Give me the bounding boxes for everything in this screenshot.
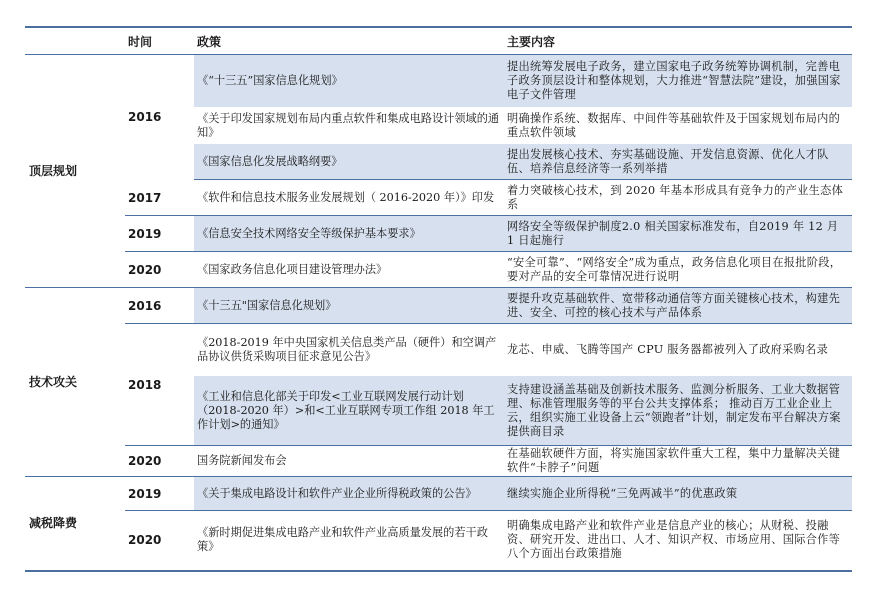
category-cell: 顶层规划 — [25, 55, 125, 288]
year-cell: 2020 — [125, 511, 194, 571]
policy-cell: 《关于印发国家规划布局内重点软件和集成电路设计领域的通知》 — [194, 108, 504, 144]
year-cell: 2016 — [125, 55, 194, 180]
table-row — [25, 216, 852, 252]
table-row — [25, 55, 852, 108]
policy-cell: 《工业和信息化部关于印发<工业互联网发展行动计划（2018-2020 年）>和<工业互联网专项工作组 2018 年工作计划>的通知》 — [194, 376, 504, 446]
policy-cell: 国务院新闻发布会 — [194, 446, 504, 477]
year-cell: 2020 — [125, 446, 194, 477]
policy-cell: 《关于集成电路设计和软件产业企业所得税政策的公告》 — [194, 477, 504, 511]
table-row — [25, 324, 852, 376]
table-row — [25, 446, 852, 477]
content-cell: 支持建设涵盖基础及创新技术服务、监测分析服务、工业大数据管理、标准管理服务等的平台公共支撑体系； 推动百万工业企业上云，组织实施工业设备上云“领跑者”计划，制定发布平台解决方案提供商目录 — [504, 376, 852, 446]
content-cell: 明确操作系统、数据库、中间件等基础软件及于国家规划布局内的重点软件领域 — [504, 108, 852, 144]
year-cell: 2019 — [125, 477, 194, 511]
policy-cell: 《软件和信息技术服务业发展规划（ 2016-2020 年）》印发 — [194, 180, 504, 216]
policy-cell: 《“十三五”国家信息化规划》 — [194, 55, 504, 108]
policy-table — [25, 26, 852, 572]
category-cell: 减税降费 — [25, 477, 125, 571]
table-row — [25, 180, 852, 216]
content-cell: 明确集成电路产业和软件产业是信息产业的核心；从财税、投融资、研究开发、进出口、人才、知识产权、市场应用、国际合作等八个方面出台政策措施 — [504, 511, 852, 571]
content-cell: 提出统筹发展电子政务，建立国家电子政务统筹协调机制，完善电子政务顶层设计和整体规划，大力推进“智慧法院”建设，加强国家电子文件管理 — [504, 55, 852, 108]
year-cell: 2019 — [125, 216, 194, 252]
table-row — [25, 288, 852, 324]
content-cell: 网络安全等级保护制度2.0 相关国家标准发布，自2019 年 12 月 1 日起施行 — [504, 216, 852, 252]
policy-cell: 《新时期促进集成电路产业和软件产业高质量发展的若干政策》 — [194, 511, 504, 571]
year-cell: 2018 — [125, 324, 194, 446]
policy-cell: 《国家政务信息化项目建设管理办法》 — [194, 252, 504, 288]
content-cell: 继续实施企业所得税“三免两减半”的优惠政策 — [504, 477, 852, 511]
content-cell: 着力突破核心技术，到 2020 年基本形成具有竞争力的产业生态体系 — [504, 180, 852, 216]
year-cell: 2020 — [125, 252, 194, 288]
policy-cell: 《2018-2019 年中央国家机关信息类产品（硬件）和空调产品协议供货采购项目征求意见公告》 — [194, 324, 504, 376]
content-cell: 要提升攻克基础软件、宽带移动通信等方面关键核心技术，构建先进、安全、可控的核心技术与产品体系 — [504, 288, 852, 324]
year-cell: 2017 — [125, 180, 194, 216]
header-category — [25, 27, 125, 55]
category-cell: 技术攻关 — [25, 288, 125, 477]
table-row — [25, 511, 852, 571]
content-cell: 在基础软硬件方面，将实施国家软件重大工程，集中力量解决关键软件“卡脖子”问题 — [504, 446, 852, 477]
year-cell: 2016 — [125, 288, 194, 324]
content-cell: “安全可靠”、“网络安全”成为重点，政务信息化项目在报批阶段，要对产品的安全可靠情况进行说明 — [504, 252, 852, 288]
header-row — [25, 27, 852, 55]
header-policy: 政策 — [194, 27, 504, 55]
policy-cell: 《十三五"国家信息化规划》 — [194, 288, 504, 324]
content-cell: 提出发展核心技术、夯实基础设施、开发信息资源、优化人才队伍、培养信息经济等一系列举措 — [504, 144, 852, 180]
header-content: 主要内容 — [504, 27, 852, 55]
policy-cell: 《信息安全技术网络安全等级保护基本要求》 — [194, 216, 504, 252]
table-row — [25, 252, 852, 288]
content-cell: 龙芯、申威、飞腾等国产 CPU 服务器都被列入了政府采购名录 — [504, 324, 852, 376]
table-row — [25, 477, 852, 511]
policy-cell: 《国家信息化发展战略纲要》 — [194, 144, 504, 180]
header-time: 时间 — [125, 27, 194, 55]
